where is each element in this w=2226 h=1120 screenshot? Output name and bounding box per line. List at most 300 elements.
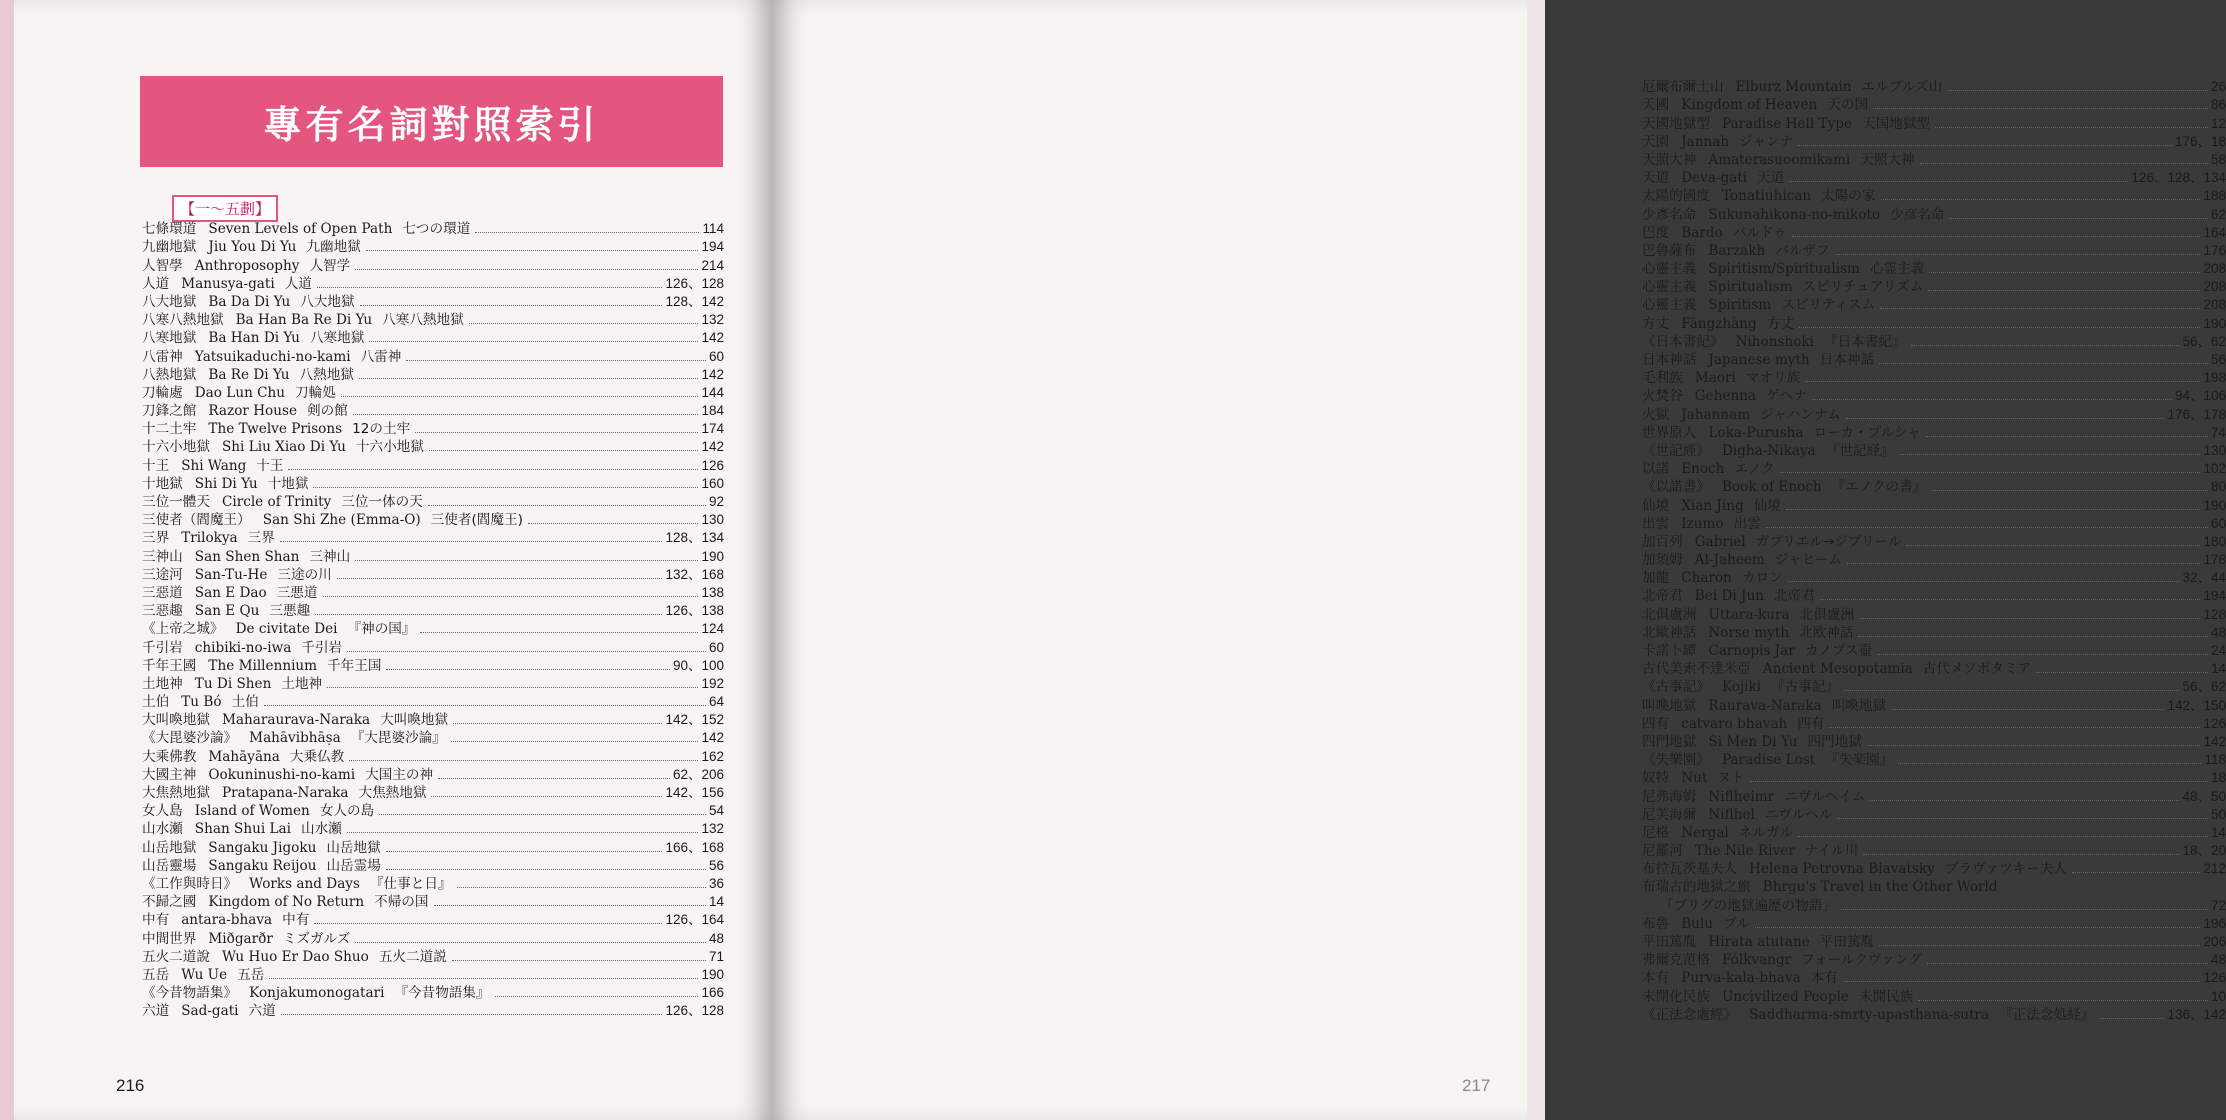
dot-leader — [1835, 254, 2201, 255]
entry-page-numbers: 208 — [2203, 261, 2226, 277]
entry-japanese-term: ブル — [1723, 915, 1750, 932]
entry-english-term: Wu Huo Er Dao Shuo — [221, 948, 369, 965]
index-entry — [1642, 605, 2226, 623]
entry-chinese-term: 巴魯薩布 — [1642, 242, 1697, 259]
index-entry — [142, 256, 724, 274]
index-entry — [142, 438, 724, 456]
dot-leader — [327, 687, 698, 688]
entry-page-numbers: 130 — [701, 512, 724, 528]
entry-page-numbers: 126、164 — [665, 912, 724, 928]
entry-chinese-term: 《以諾書》 — [1642, 479, 1710, 496]
index-entry — [1642, 678, 2226, 696]
entry-page-numbers: 48 — [708, 930, 724, 946]
entry-chinese-term: 十王 — [142, 457, 170, 474]
entry-japanese-term: 『今昔物語集』 — [394, 985, 490, 1002]
entry-english-term: Anthroposophy — [194, 257, 300, 274]
entry-page-numbers: 208 — [2203, 279, 2226, 295]
dot-leader — [1841, 909, 2208, 910]
entry-english-term: Jahannam — [1681, 406, 1751, 423]
entry-page-numbers: 18、20 — [2182, 843, 2226, 859]
entry-chinese-term: 土地神 — [142, 675, 183, 692]
entry-english-term: Sangaku Reijou — [208, 857, 317, 874]
entry-page-numbers: 128 — [2203, 606, 2226, 622]
entry-page-numbers: 72 — [2210, 897, 2226, 913]
dot-leader — [1931, 490, 2208, 491]
entry-japanese-term: 大叫喚地獄 — [380, 712, 449, 729]
dot-leader — [1843, 981, 2201, 982]
dot-leader — [1846, 418, 2165, 419]
index-entry — [142, 966, 724, 984]
entry-english-term: Niflhel — [1708, 806, 1755, 823]
dot-leader — [420, 632, 698, 633]
dot-leader — [314, 923, 662, 924]
entry-page-numbers: 56 — [708, 857, 724, 873]
dot-leader — [1829, 727, 2200, 728]
index-entry — [1642, 824, 2226, 842]
entry-japanese-term: ニヴルヘイム — [1784, 788, 1866, 805]
dot-leader — [1859, 618, 2200, 619]
entry-japanese-term: 三位一体の天 — [341, 494, 423, 510]
entry-chinese-term: 日本神話 — [1642, 352, 1697, 368]
dot-leader — [366, 250, 699, 251]
index-entry — [1642, 515, 2226, 533]
entry-chinese-term: 山岳地獄 — [142, 839, 197, 856]
entry-english-term: Sukunahikona-no-mikoto — [1708, 206, 1881, 223]
index-entry — [1642, 751, 2226, 769]
dot-leader — [1780, 472, 2201, 473]
entry-chinese-term: 四有 — [1642, 715, 1670, 732]
entry-chinese-term: 三惡道 — [142, 584, 183, 601]
entry-chinese-term: 大叫喚地獄 — [142, 712, 210, 729]
right-page — [772, 0, 2226, 1120]
entry-chinese-term: 不歸之國 — [142, 894, 197, 911]
dot-leader — [457, 887, 706, 888]
entry-page-numbers: 56、62 — [2182, 333, 2226, 349]
dot-leader — [1911, 345, 2180, 346]
entry-page-numbers: 124 — [701, 621, 724, 637]
index-entry — [142, 220, 724, 238]
entry-page-numbers: 192 — [701, 675, 724, 691]
dot-leader — [1873, 108, 2208, 109]
entry-english-term: Book of Enoch — [1721, 479, 1822, 496]
index-entry — [1642, 951, 2226, 969]
entry-japanese-term: カノプス壷 — [1804, 643, 1873, 659]
entry-page-numbers: 142 — [701, 439, 724, 455]
entry-chinese-term: 大國主神 — [142, 766, 197, 783]
entry-page-numbers: 166、168 — [665, 839, 724, 855]
entry-page-numbers: 212 — [2203, 861, 2226, 877]
entry-page-numbers: 60 — [2210, 515, 2226, 531]
entry-chinese-term: 《世記經》 — [1642, 442, 1710, 459]
entry-chinese-term: 天國 — [1642, 97, 1670, 114]
entry-chinese-term: 厄爾布爾士山 — [1642, 79, 1724, 96]
entry-page-numbers: 90、100 — [672, 657, 724, 673]
index-entry — [142, 657, 724, 675]
entry-chinese-term: 刀輪處 — [142, 384, 183, 401]
dot-leader — [341, 396, 699, 397]
entry-english-term: antara-bhava — [181, 912, 273, 929]
entry-japanese-term: カロン — [1741, 570, 1783, 587]
entry-chinese-term: 平田篤胤 — [1642, 934, 1697, 950]
entry-chinese-term: 千引岩 — [142, 639, 183, 656]
entry-english-term: San Shen Shan — [194, 548, 300, 565]
index-entry — [1642, 969, 2226, 987]
entry-page-numbers: 142、152 — [665, 712, 724, 728]
entry-chinese-term: 刀鋒之館 — [142, 403, 197, 420]
entry-chinese-term: 奴特 — [1642, 770, 1670, 787]
entry-english-term: Manusya-gati — [181, 275, 275, 292]
entry-page-numbers: 130 — [2203, 442, 2226, 458]
entry-english-term: catvaro bhavah — [1681, 715, 1788, 732]
entry-english-term: Hirata atutane — [1708, 934, 1810, 950]
entry-page-numbers: 118 — [2204, 752, 2226, 768]
entry-chinese-term: 八雷神 — [142, 348, 183, 365]
entry-japanese-term: ジャハンナム — [1760, 406, 1841, 423]
entry-japanese-term: 大国主の神 — [365, 766, 434, 783]
dot-leader — [355, 269, 698, 270]
index-entry — [142, 766, 724, 784]
dot-leader — [386, 869, 706, 870]
entry-japanese-term: 大乗仏教 — [289, 748, 345, 765]
entry-english-term: Shi Wang — [181, 457, 247, 474]
entry-english-term: Kingdom of Heaven — [1681, 97, 1818, 114]
entry-page-numbers: 142 — [701, 330, 724, 346]
entry-chinese-term: 八寒八熱地獄 — [142, 312, 224, 329]
entry-chinese-term: 加龍 — [1642, 570, 1670, 587]
entry-japanese-term: ローカ・プルシャ — [1813, 424, 1921, 441]
entry-japanese-term: 十地獄 — [267, 475, 309, 492]
entry-english-term: De civitate Dei — [235, 621, 338, 638]
index-entry — [142, 893, 724, 911]
index-entry — [142, 693, 724, 711]
entry-page-numbers: 162 — [701, 748, 724, 764]
index-entry — [142, 456, 724, 474]
entry-chinese-term: 加百列 — [1642, 533, 1683, 550]
dot-leader — [1949, 218, 2207, 219]
entry-english-term: Saddharma-smrty-upasthana-sutra — [1749, 1006, 1990, 1023]
index-entry — [1642, 478, 2226, 496]
entry-chinese-term: 叫喚地獄 — [1642, 697, 1697, 714]
entry-page-numbers: 128、134 — [665, 530, 724, 546]
entry-japanese-term: 日本神話 — [1819, 352, 1875, 368]
entry-english-term: Amaterasuoomikami — [1708, 151, 1851, 168]
entry-chinese-term: 出雲 — [1642, 515, 1670, 532]
index-entry — [142, 238, 724, 256]
section-header: 【一～五劃】 — [172, 195, 278, 222]
dot-leader — [438, 778, 670, 779]
entry-page-numbers: 188 — [2203, 188, 2226, 204]
entry-page-numbers: 190 — [2203, 497, 2226, 513]
entry-english-term: Bei Di Jun — [1694, 588, 1765, 605]
entry-english-term: Sangaku Jigoku — [208, 839, 317, 856]
entry-page-numbers: 196 — [2203, 915, 2226, 931]
dot-leader — [288, 469, 698, 470]
entry-chinese-term: 《失樂園》 — [1642, 752, 1710, 769]
dot-leader — [1928, 290, 2200, 291]
entry-japanese-term: 五岳 — [237, 966, 265, 983]
entry-page-numbers: 132 — [701, 312, 724, 328]
entry-english-term: Purva-kala-bhava — [1681, 970, 1801, 987]
entry-chinese-term: 十地獄 — [142, 475, 183, 492]
dot-leader — [281, 1014, 663, 1015]
entry-english-term: San E Dao — [194, 584, 267, 601]
entry-chinese-term: 三使者（閻魔王） — [142, 512, 251, 529]
entry-page-numbers: 214 — [701, 257, 724, 273]
index-entry — [1642, 278, 2226, 296]
entry-japanese-term: ミズガルズ — [282, 930, 351, 947]
entry-chinese-term: 天國地獄型 — [1642, 115, 1710, 132]
entry-page-numbers: 160 — [701, 475, 724, 491]
dot-leader — [2099, 1018, 2164, 1019]
entry-japanese-term: ゲヘナ — [1766, 388, 1807, 405]
entry-english-term: Japanese myth — [1708, 352, 1810, 368]
dot-leader — [359, 378, 699, 379]
entry-chinese-term: 少彥名命 — [1642, 206, 1697, 223]
index-entry — [142, 529, 724, 547]
entry-chinese-term: 人智學 — [142, 257, 183, 274]
index-entry — [1642, 915, 2226, 933]
entry-english-term: Tu Di Shen — [194, 675, 272, 692]
entry-japanese-term: 北倶盧洲 — [1799, 606, 1855, 623]
entry-chinese-term: 方丈 — [1642, 315, 1670, 332]
entry-japanese-term: 太陽の家 — [1821, 188, 1876, 205]
dot-leader — [1898, 763, 2201, 764]
entry-page-numbers: 80 — [2210, 479, 2226, 495]
dot-leader — [1789, 181, 2128, 182]
dot-leader — [355, 560, 698, 561]
entry-page-numbers: 60 — [708, 639, 724, 655]
dot-leader — [1788, 581, 2180, 582]
entry-english-term: Island of Women — [194, 803, 310, 820]
entry-chinese-term: 人道 — [142, 275, 170, 292]
entry-chinese-term: 三惡趣 — [142, 603, 183, 620]
entry-japanese-term: ネルガル — [1738, 824, 1794, 841]
entry-chinese-term: 《上帝之城》 — [142, 621, 224, 638]
entry-english-term: Xian Jing — [1681, 497, 1744, 514]
index-entry — [1642, 114, 2226, 132]
index-entry — [1642, 424, 2226, 442]
entry-english-term: The Millennium — [208, 657, 318, 674]
index-entry — [142, 638, 724, 656]
index-list-left — [142, 220, 724, 1020]
entry-page-numbers: 126 — [2203, 715, 2226, 731]
entry-chinese-term: 太陽的國度 — [1642, 188, 1710, 205]
entry-chinese-term: 世界原人 — [1642, 424, 1697, 441]
entry-english-term: Elburz Mountain — [1735, 79, 1852, 96]
entry-english-term: San E Qu — [194, 603, 260, 620]
entry-japanese-term: ニヴルヘル — [1764, 806, 1833, 823]
entry-japanese-term: 少彦名命 — [1890, 206, 1945, 223]
index-entry — [1642, 151, 2226, 169]
dot-leader — [1847, 563, 2200, 564]
entry-japanese-term: 七つの環道 — [402, 221, 471, 238]
entry-english-term: Paradise Hell Type — [1721, 115, 1853, 132]
entry-english-term: Konjakumonogatari — [249, 985, 385, 1002]
entry-page-numbers: 142 — [701, 730, 724, 746]
entry-page-numbers: 12 — [2210, 115, 2226, 131]
entry-japanese-term: 出雲 — [1733, 515, 1761, 532]
dot-leader — [1867, 745, 2201, 746]
entry-chinese-term: 中間世界 — [142, 930, 197, 947]
index-entry — [142, 875, 724, 893]
entry-english-term: Carnopis Jar — [1708, 643, 1795, 659]
entry-japanese-term: 大焦熱地獄 — [358, 785, 427, 801]
left-page — [0, 0, 772, 1120]
dot-leader — [313, 487, 698, 488]
dot-leader — [1929, 272, 2200, 273]
entry-english-term: Yatsuikaduchi-no-kami — [194, 348, 351, 365]
entry-page-numbers: 54 — [708, 803, 724, 819]
index-entry — [142, 620, 724, 638]
entry-japanese-term: マオリ族 — [1745, 370, 1801, 387]
entry-chinese-term: 中有 — [142, 912, 170, 929]
entry-japanese-term: 八寒地獄 — [309, 330, 365, 347]
entry-japanese-term: 『日本書紀』 — [1824, 333, 1906, 350]
entry-english-term: Mahāvibhāṣa — [249, 730, 341, 747]
entry-english-term: Nut — [1681, 770, 1708, 787]
index-entry — [1642, 387, 2226, 405]
dot-leader — [1786, 509, 2201, 510]
entry-page-numbers: 114 — [702, 221, 724, 237]
dot-leader — [269, 978, 698, 979]
index-entry — [1642, 624, 2226, 642]
dot-leader — [1798, 836, 2208, 837]
entry-japanese-term: 天道 — [1757, 170, 1785, 187]
dot-leader — [1798, 145, 2172, 146]
entry-page-numbers: 86 — [2210, 97, 2226, 113]
entry-chinese-term: 八大地獄 — [142, 293, 197, 310]
entry-english-term: Ba Da Di Yu — [208, 293, 291, 310]
index-entry — [142, 711, 724, 729]
entry-japanese-term: 天照大神 — [1860, 151, 1915, 168]
entry-page-numbers: 14 — [2210, 661, 2226, 677]
entry-chinese-term: 三界 — [142, 530, 170, 547]
entry-japanese-term: 『古事記』 — [1771, 679, 1840, 696]
index-entry — [1642, 569, 2226, 587]
index-entry — [1642, 660, 2226, 678]
entry-english-term: Spiritism/Spiritualism — [1708, 261, 1860, 278]
entry-english-term: Nihonshoki — [1735, 333, 1814, 350]
entry-japanese-term: 十王 — [256, 457, 284, 474]
entry-chinese-term: 六道 — [142, 1003, 170, 1020]
entry-english-term: Ancient Mesopotamia — [1762, 661, 1913, 678]
entry-page-numbers: 180 — [2203, 533, 2226, 549]
dot-leader — [1837, 818, 2208, 819]
entry-english-term: Raurava-Naraka — [1708, 697, 1822, 714]
entry-page-numbers: 92 — [708, 494, 724, 509]
entry-japanese-term: 八雷神 — [360, 348, 402, 365]
index-entry — [1642, 787, 2226, 805]
entry-japanese-term: 『エノクの書』 — [1831, 479, 1927, 496]
entry-japanese-term: バルザフ — [1775, 242, 1830, 259]
index-entry — [142, 584, 724, 602]
dot-leader — [264, 705, 706, 706]
entry-japanese-term: 三神山 — [309, 548, 351, 565]
entry-japanese-term: 八寒八熱地獄 — [382, 312, 464, 329]
entry-english-term: Barzakh — [1708, 242, 1766, 259]
entry-chinese-term: 《工作與時日》 — [142, 875, 238, 892]
entry-page-numbers: 126、138 — [665, 603, 724, 619]
entry-english-term: Sad-gati — [181, 1003, 239, 1020]
entry-page-numbers: 176、178 — [2167, 406, 2226, 422]
entry-english-term: Helena Petrovna Blavatsky — [1749, 861, 1935, 878]
dot-leader — [323, 596, 699, 597]
index-entry — [142, 602, 724, 620]
dot-leader — [369, 341, 698, 342]
dot-leader — [1812, 399, 2172, 400]
entry-chinese-term: 巴度 — [1642, 224, 1670, 241]
index-list-right — [1642, 78, 2226, 1024]
entry-chinese-term: 布魯 — [1642, 915, 1670, 932]
dot-leader — [317, 287, 663, 288]
index-entry — [142, 784, 724, 802]
entry-chinese-term: 北帝君 — [1642, 588, 1683, 605]
entry-english-term: Razor House — [208, 403, 298, 420]
index-entry — [142, 493, 724, 511]
entry-english-term: Tonatiuhican — [1721, 188, 1812, 205]
page-number: 217 — [1462, 1076, 1491, 1095]
entry-english-term: Shan Shui Lai — [194, 821, 291, 838]
entry-english-term: Tu Bó — [181, 694, 222, 711]
entry-chinese-term: 女人島 — [142, 803, 183, 820]
index-entry — [1642, 442, 2226, 460]
entry-japanese-term: 天の国 — [1827, 97, 1869, 114]
index-entry — [142, 384, 724, 402]
entry-japanese-term: 中有 — [282, 912, 310, 929]
entry-chinese-term: 大焦熱地獄 — [142, 785, 210, 801]
index-entry-continuation — [1642, 896, 2226, 914]
entry-page-numbers: 190 — [2203, 315, 2226, 331]
entry-japanese-term: 四有 — [1797, 715, 1825, 732]
entry-page-numbers: 190 — [701, 548, 724, 564]
entry-japanese-term: 『神の国』 — [347, 621, 416, 638]
entry-english-term: Dao Lun Chu — [194, 384, 286, 401]
entry-english-term: Kingdom of No Return — [208, 894, 365, 911]
index-entry — [142, 311, 724, 329]
entry-chinese-term: 仙境 — [1642, 497, 1670, 514]
index-entry — [1642, 715, 2226, 733]
entry-english-term: San-Tu-He — [194, 566, 268, 583]
entry-page-numbers: 36 — [708, 875, 724, 891]
entry-japanese-term: 「ブリグの地獄遍歴の物語」 — [1660, 897, 1836, 914]
entry-japanese-term: 土地神 — [281, 675, 323, 692]
dot-leader — [353, 414, 699, 415]
index-entry — [1642, 169, 2226, 187]
dot-leader — [469, 323, 699, 324]
dot-leader — [1870, 800, 2179, 801]
dot-leader — [1906, 545, 2200, 546]
entry-page-numbers: 194 — [701, 239, 724, 255]
entry-page-numbers: 198 — [2203, 370, 2226, 386]
entry-page-numbers: 126、128 — [665, 1003, 724, 1019]
entry-japanese-term: 人智学 — [309, 257, 351, 274]
entry-page-numbers: 32、44 — [2182, 570, 2226, 586]
dot-leader — [1877, 654, 2208, 655]
entry-japanese-term: 心霊主義 — [1869, 261, 1925, 278]
entry-chinese-term: 加須姆 — [1642, 552, 1683, 569]
dot-leader — [2036, 672, 2208, 673]
entry-page-numbers: 56、62 — [2182, 679, 2226, 695]
index-entry — [1642, 260, 2226, 278]
entry-page-numbers: 142、150 — [2167, 697, 2226, 713]
dot-leader — [428, 505, 706, 506]
dot-leader — [1879, 945, 2200, 946]
entry-chinese-term: 心靈主義 — [1642, 297, 1697, 314]
entry-page-numbers: 142 — [701, 366, 724, 382]
dot-leader — [1858, 636, 2208, 637]
entry-english-term: Ba Han Di Yu — [208, 330, 300, 347]
entry-page-numbers: 62 — [2210, 206, 2226, 222]
